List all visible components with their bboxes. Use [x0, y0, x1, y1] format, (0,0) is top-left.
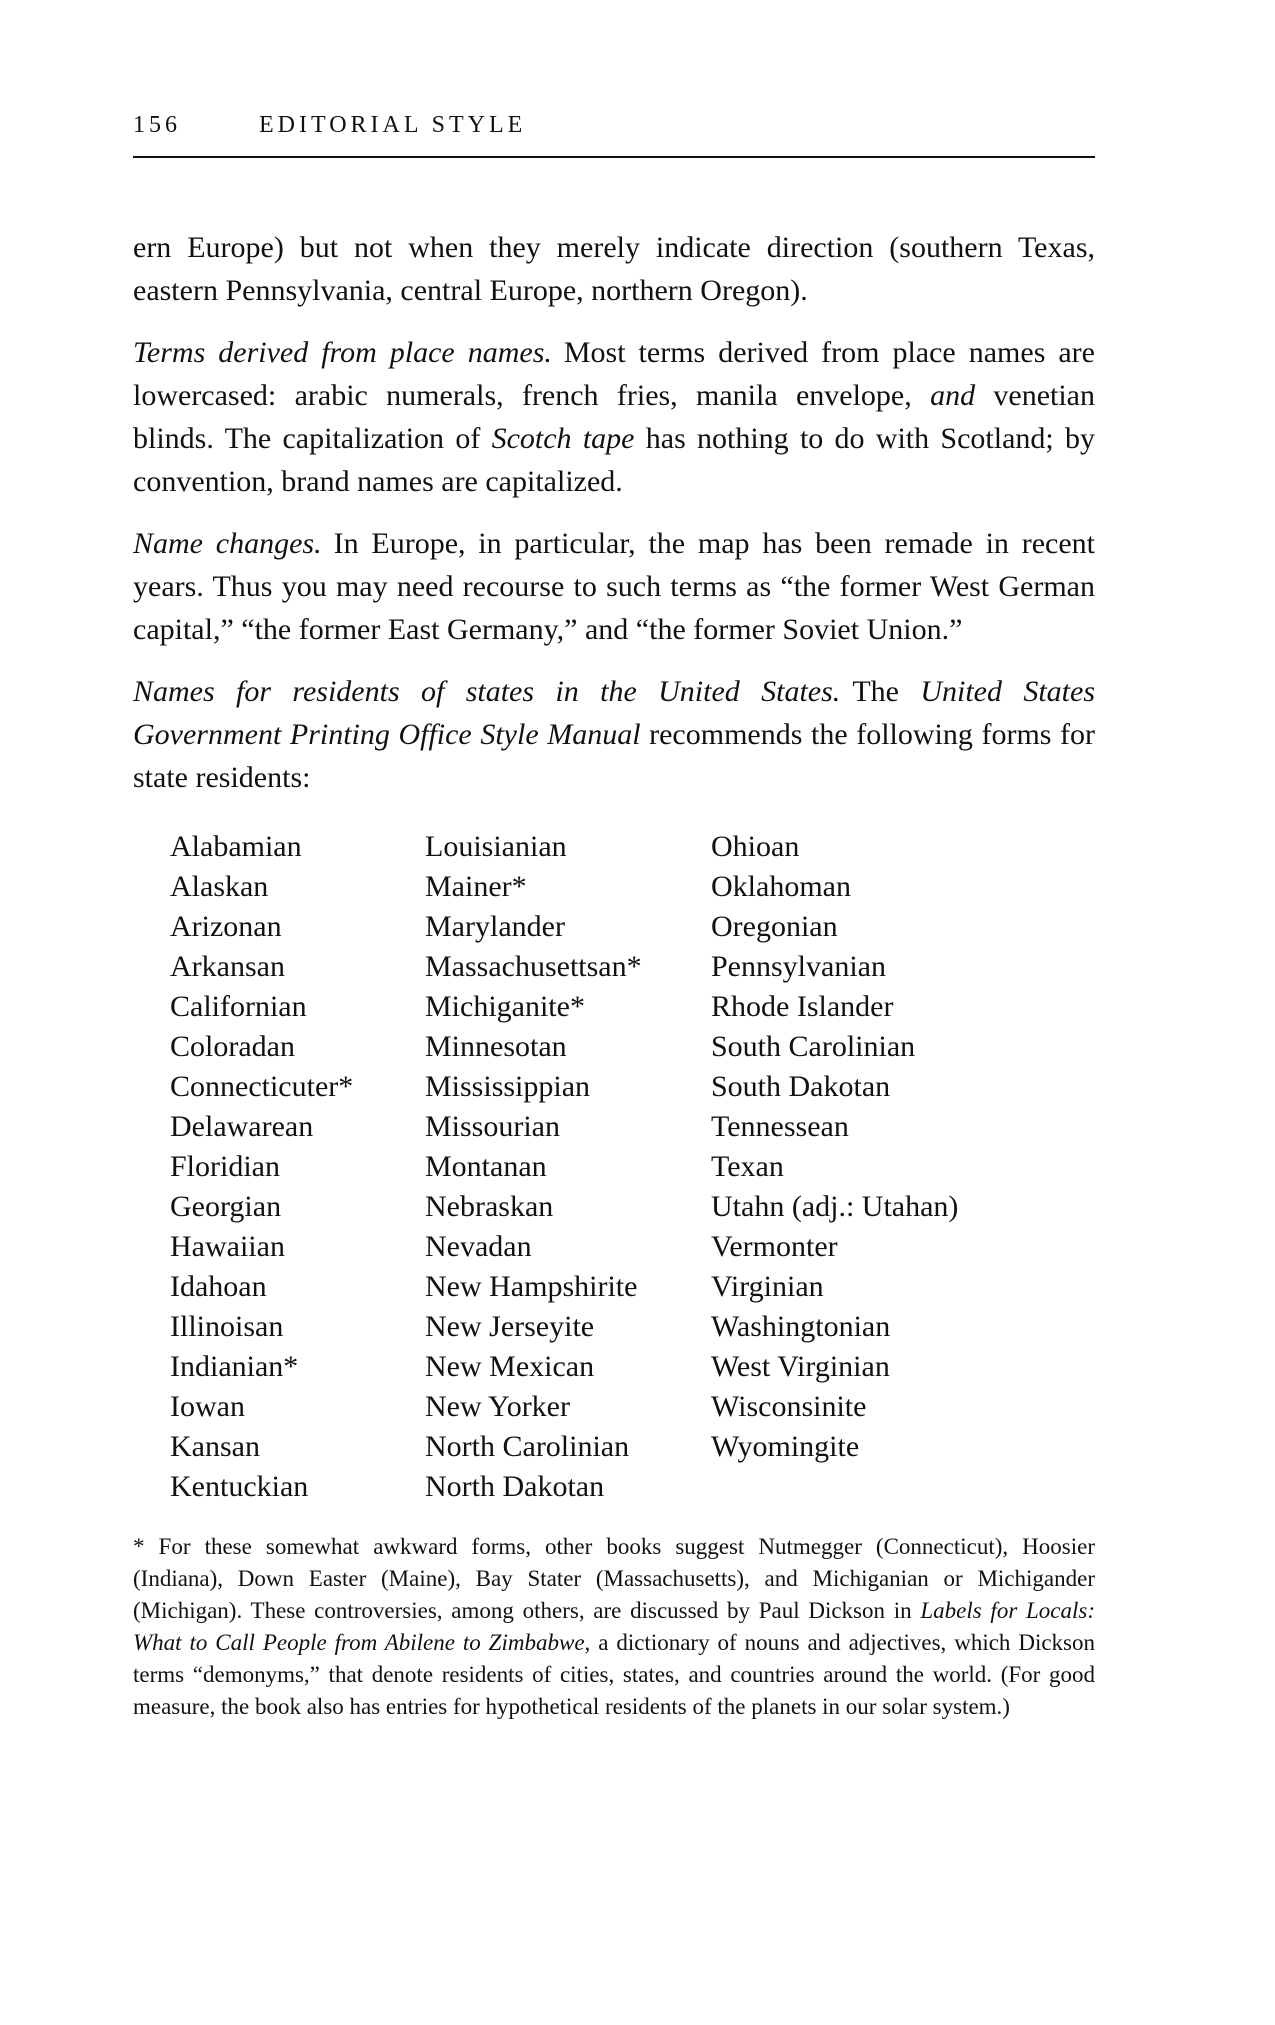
paragraph-text: In Europe, in particular, the map has been remade in recent years. Thus you may need recourse to such terms as “the former West German capital,” “the former East Germany,” and “the former Soviet Union.”	[133, 527, 1095, 646]
state-resident-name: Tennessean	[711, 1110, 849, 1143]
paragraph-name-changes	[133, 522, 1095, 651]
paragraph-text: The	[852, 675, 921, 708]
state-resident-name: Missourian	[425, 1110, 560, 1143]
state-resident-name: West Virginian	[711, 1350, 890, 1383]
state-resident-name: Louisianian	[425, 830, 567, 863]
italic-text: United States Government Printing Office Style Manual	[133, 675, 1096, 751]
state-resident-name: Oklahoman	[711, 870, 851, 903]
state-resident-name: New Jerseyite	[425, 1310, 595, 1343]
body-text	[133, 226, 1095, 1723]
paragraph-lead: Names for residents of states in the United States.	[133, 675, 841, 708]
state-resident-name: Utahn (adj.: Utahan)	[711, 1190, 959, 1223]
state-resident-name: Illinoisan	[170, 1310, 284, 1343]
state-resident-name: Nevadan	[425, 1230, 532, 1263]
state-resident-name: Marylander	[425, 910, 565, 943]
paragraph-text: recommends the following forms for state residents:	[133, 718, 1096, 794]
state-column-3	[711, 827, 1011, 1507]
state-resident-name: Vermonter	[711, 1230, 838, 1263]
state-resident-name: Coloradan	[170, 1030, 295, 1063]
state-resident-name: Ohioan	[711, 830, 800, 863]
state-column-1	[170, 827, 425, 1507]
state-resident-name: Oregonian	[711, 910, 838, 943]
state-resident-name: North Carolinian	[425, 1430, 630, 1463]
state-residents-list	[170, 827, 1095, 1507]
paragraph-text: venetian blinds. The capitalization of	[133, 379, 1095, 455]
state-resident-name: Pennsylvanian	[711, 950, 886, 983]
state-resident-name: Hawaiian	[170, 1230, 285, 1263]
state-resident-name: Minnesotan	[425, 1030, 567, 1063]
state-resident-name: Mississippian	[425, 1070, 591, 1103]
state-resident-name: Indianian*	[170, 1350, 299, 1383]
paragraph-place-name-terms	[133, 331, 1095, 503]
state-resident-name: Nebraskan	[425, 1190, 554, 1223]
state-resident-name: Wisconsinite	[711, 1390, 867, 1423]
state-resident-name: Rhode Islander	[711, 990, 894, 1023]
state-resident-name: Delawarean	[170, 1110, 314, 1143]
state-column-2	[425, 827, 711, 1507]
state-resident-name: Connecticuter*	[170, 1070, 354, 1103]
paragraph-lead: Terms derived from place names.	[133, 336, 552, 369]
paragraph-text: Most terms derived from place names are lowercased: arabic numerals, french fries, manila envelope,	[133, 336, 1095, 412]
state-resident-name: Iowan	[170, 1390, 245, 1423]
italic-text: and	[930, 379, 976, 412]
state-resident-name: New Hampshirite	[425, 1270, 638, 1303]
state-resident-name: South Dakotan	[711, 1070, 891, 1103]
state-resident-name: Arkansan	[170, 950, 285, 983]
state-resident-name: Alabamian	[170, 830, 302, 863]
state-resident-name: Wyomingite	[711, 1430, 860, 1463]
paragraph-text: has nothing to do with Scotland; by convention, brand names are capitalized.	[133, 422, 1095, 498]
state-resident-name: Californian	[170, 990, 307, 1023]
footnote	[133, 1531, 1095, 1723]
state-resident-name: New Yorker	[425, 1390, 570, 1423]
book-title: Labels for Locals: What to Call People from Abilene to Zimbabwe,	[133, 1598, 1096, 1655]
paragraph-state-residents	[133, 670, 1095, 799]
state-resident-name: Georgian	[170, 1190, 282, 1223]
state-resident-name: Michiganite*	[425, 990, 585, 1023]
state-resident-name: Mainer*	[425, 870, 527, 903]
state-resident-name: Texan	[711, 1150, 784, 1183]
state-resident-name: Massachusettsan*	[425, 950, 642, 983]
state-resident-name: Floridian	[170, 1150, 280, 1183]
state-resident-name: Washingtonian	[711, 1310, 891, 1343]
page-number: 156	[133, 112, 181, 138]
section-title: EDITORIAL STYLE	[259, 112, 527, 138]
running-head	[133, 112, 1095, 158]
paragraph-continuation: ern Europe) but not when they merely indicate direction (southern Texas, eastern Pennsylvania, central Europe, northern Oregon).	[133, 231, 1095, 307]
state-resident-name: Kentuckian	[170, 1470, 309, 1503]
state-resident-name: Alaskan	[170, 870, 269, 903]
footnote-text: * For these somewhat awkward forms, other books suggest Nutmegger (Connecticut), Hoosier (Indiana), Down Easter (Maine), Bay Stater (Massachusetts), and Michiganian or Michigander (Michigan). These controversies, among others, are discussed by Paul Dickson in	[133, 1534, 1095, 1623]
italic-text: Scotch tape	[491, 422, 635, 455]
state-resident-name: North Dakotan	[425, 1470, 605, 1503]
state-resident-name: Kansan	[170, 1430, 260, 1463]
state-resident-name: South Carolinian	[711, 1030, 916, 1063]
state-resident-name: Idahoan	[170, 1270, 267, 1303]
state-resident-name: Montanan	[425, 1150, 547, 1183]
state-resident-name: New Mexican	[425, 1350, 595, 1383]
footnote-text: a dictionary of nouns and adjectives, which Dickson terms “demonyms,” that denote residents of cities, states, and countries around the world. (For good measure, the book also has entries for hypothetical residents of the planets in our solar system.)	[133, 1630, 1095, 1719]
state-resident-name: Virginian	[711, 1270, 824, 1303]
state-resident-name: Arizonan	[170, 910, 282, 943]
paragraph-lead: Name changes.	[133, 527, 322, 560]
